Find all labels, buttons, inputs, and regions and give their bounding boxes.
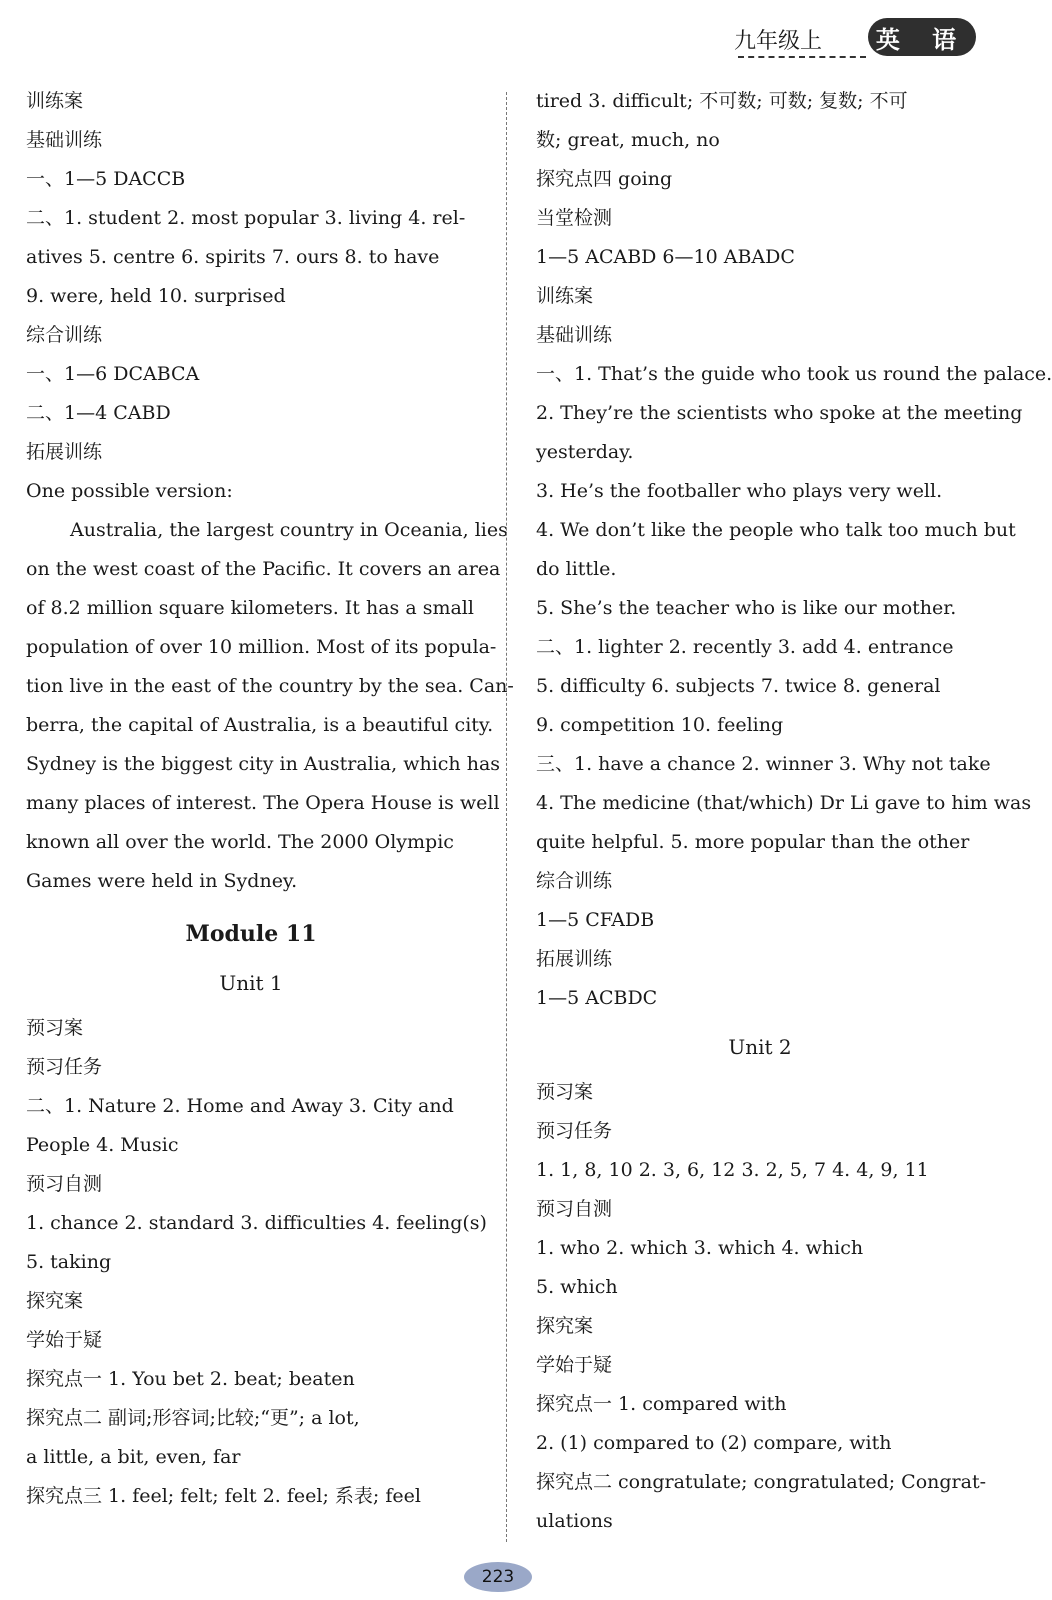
unit-title: Unit 1 bbox=[219, 971, 283, 995]
answer-line: many places of interest. The Opera House is well bbox=[26, 792, 500, 814]
section-heading: 学始于疑 bbox=[26, 1329, 103, 1351]
section-heading: 拓展训练 bbox=[26, 441, 103, 463]
answer-line: 二、1. Nature 2. Home and Away 3. City and bbox=[26, 1095, 454, 1117]
answer-line: ulations bbox=[536, 1510, 613, 1532]
answer-line: 一、1—5 DACCB bbox=[26, 168, 186, 190]
section-heading: 训练案 bbox=[26, 90, 84, 112]
answer-line: 2. (1) compared to (2) compare, with bbox=[536, 1432, 892, 1454]
answer-line: Australia, the largest country in Oceania, lies bbox=[70, 519, 508, 541]
answer-line: 5. difficulty 6. subjects 7. twice 8. general bbox=[536, 675, 941, 697]
answer-line: 探究点二 congratulate; congratulated; Congrat- bbox=[536, 1471, 987, 1493]
answer-line: 9. competition 10. feeling bbox=[536, 714, 784, 736]
header-grade: 九年级上 bbox=[734, 29, 823, 54]
answer-line: quite helpful. 5. more popular than the other bbox=[536, 831, 970, 853]
answer-line: a little, a bit, even, far bbox=[26, 1446, 241, 1468]
answer-line: 4. The medicine (that/which) Dr Li gave to him was bbox=[536, 792, 1032, 814]
answer-line: 一、1—6 DCABCA bbox=[26, 363, 200, 385]
right-column bbox=[536, 82, 1052, 1541]
answer-line: Sydney is the biggest city in Australia, which has bbox=[26, 753, 501, 775]
section-heading: 基础训练 bbox=[26, 129, 103, 151]
answer-line: 一、1. That’s the guide who took us round the palace. bbox=[536, 363, 1052, 385]
answer-line: 1. who 2. which 3. which 4. which bbox=[536, 1237, 864, 1259]
answer-line: 1. chance 2. standard 3. difficulties 4. feeling(s) bbox=[26, 1212, 487, 1234]
module-title: Module 11 bbox=[185, 921, 317, 947]
header-divider bbox=[738, 56, 866, 58]
unit-title: Unit 2 bbox=[728, 1035, 792, 1059]
answer-line: on the west coast of the Pacific. It covers an area bbox=[26, 558, 501, 580]
answer-line: yesterday. bbox=[536, 441, 634, 463]
section-heading: 预习案 bbox=[26, 1017, 84, 1039]
section-heading: 拓展训练 bbox=[536, 948, 613, 970]
answer-line: 二、1. lighter 2. recently 3. add 4. entrance bbox=[536, 636, 954, 658]
answer-line: Games were held in Sydney. bbox=[26, 870, 298, 892]
answer-line: 探究点三 1. feel; felt; felt 2. feel; 系表; feel bbox=[26, 1485, 421, 1507]
page-number: 223 bbox=[464, 1562, 532, 1592]
section-heading: 综合训练 bbox=[26, 324, 103, 346]
left-column bbox=[26, 82, 514, 1516]
section-heading: 综合训练 bbox=[536, 870, 613, 892]
answer-line: 1—5 CFADB bbox=[536, 909, 655, 931]
answer-line: People 4. Music bbox=[26, 1134, 179, 1156]
answer-line: 3. He’s the footballer who plays very well. bbox=[536, 480, 943, 502]
answer-line: 探究点四 going bbox=[536, 168, 673, 190]
answer-line: tired 3. difficult; 不可数; 可数; 复数; 不可 bbox=[536, 90, 908, 112]
answer-line: One possible version: bbox=[26, 480, 233, 502]
answer-line: tion live in the east of the country by the sea. Can- bbox=[26, 675, 514, 697]
answer-line: 1—5 ACABD 6—10 ABADC bbox=[536, 246, 795, 268]
answer-line: atives 5. centre 6. spirits 7. ours 8. to have bbox=[26, 246, 440, 268]
section-heading: 基础训练 bbox=[536, 324, 613, 346]
answer-line: 5. taking bbox=[26, 1251, 112, 1273]
section-heading: 预习自测 bbox=[536, 1198, 613, 1220]
section-heading: 学始于疑 bbox=[536, 1354, 613, 1376]
section-heading: 预习案 bbox=[536, 1081, 594, 1103]
section-heading: 预习任务 bbox=[536, 1120, 613, 1142]
section-heading: 训练案 bbox=[536, 285, 594, 307]
answer-line: 二、1—4 CABD bbox=[26, 402, 171, 424]
answer-line: 探究点一 1. compared with bbox=[536, 1393, 787, 1415]
answer-line: 5. She’s the teacher who is like our mother. bbox=[536, 597, 957, 619]
answer-line: 探究点二 副词;形容词;比较;“更”; a lot, bbox=[26, 1407, 360, 1429]
section-heading: 预习自测 bbox=[26, 1173, 103, 1195]
section-heading: 预习任务 bbox=[26, 1056, 103, 1078]
subject-badge: 英 语 bbox=[868, 18, 976, 56]
answer-line: 二、1. student 2. most popular 3. living 4. rel- bbox=[26, 207, 466, 229]
column-divider bbox=[506, 92, 507, 1542]
answer-line: 9. were, held 10. surprised bbox=[26, 285, 286, 307]
section-heading: 探究案 bbox=[536, 1315, 594, 1337]
answer-line: 三、1. have a chance 2. winner 3. Why not take bbox=[536, 753, 991, 775]
answer-line: 2. They’re the scientists who spoke at the meeting bbox=[536, 402, 1023, 424]
answer-line: 1—5 ACBDC bbox=[536, 987, 658, 1009]
answer-line: do little. bbox=[536, 558, 617, 580]
answer-line: 4. We don’t like the people who talk too much but bbox=[536, 519, 1016, 541]
answer-line: known all over the world. The 2000 Olympic bbox=[26, 831, 454, 853]
section-heading: 当堂检测 bbox=[536, 207, 613, 229]
answer-line: berra, the capital of Australia, is a beautiful city. bbox=[26, 714, 494, 736]
section-heading: 探究案 bbox=[26, 1290, 84, 1312]
answer-line: 探究点一 1. You bet 2. beat; beaten bbox=[26, 1368, 355, 1390]
answer-line: 1. 1, 8, 10 2. 3, 6, 12 3. 2, 5, 7 4. 4, 9, 11 bbox=[536, 1159, 929, 1181]
answer-line: population of over 10 million. Most of its popula- bbox=[26, 636, 497, 658]
answer-line: 5. which bbox=[536, 1276, 618, 1298]
answer-line: of 8.2 million square kilometers. It has a small bbox=[26, 597, 474, 619]
answer-line: 数; great, much, no bbox=[536, 129, 720, 151]
